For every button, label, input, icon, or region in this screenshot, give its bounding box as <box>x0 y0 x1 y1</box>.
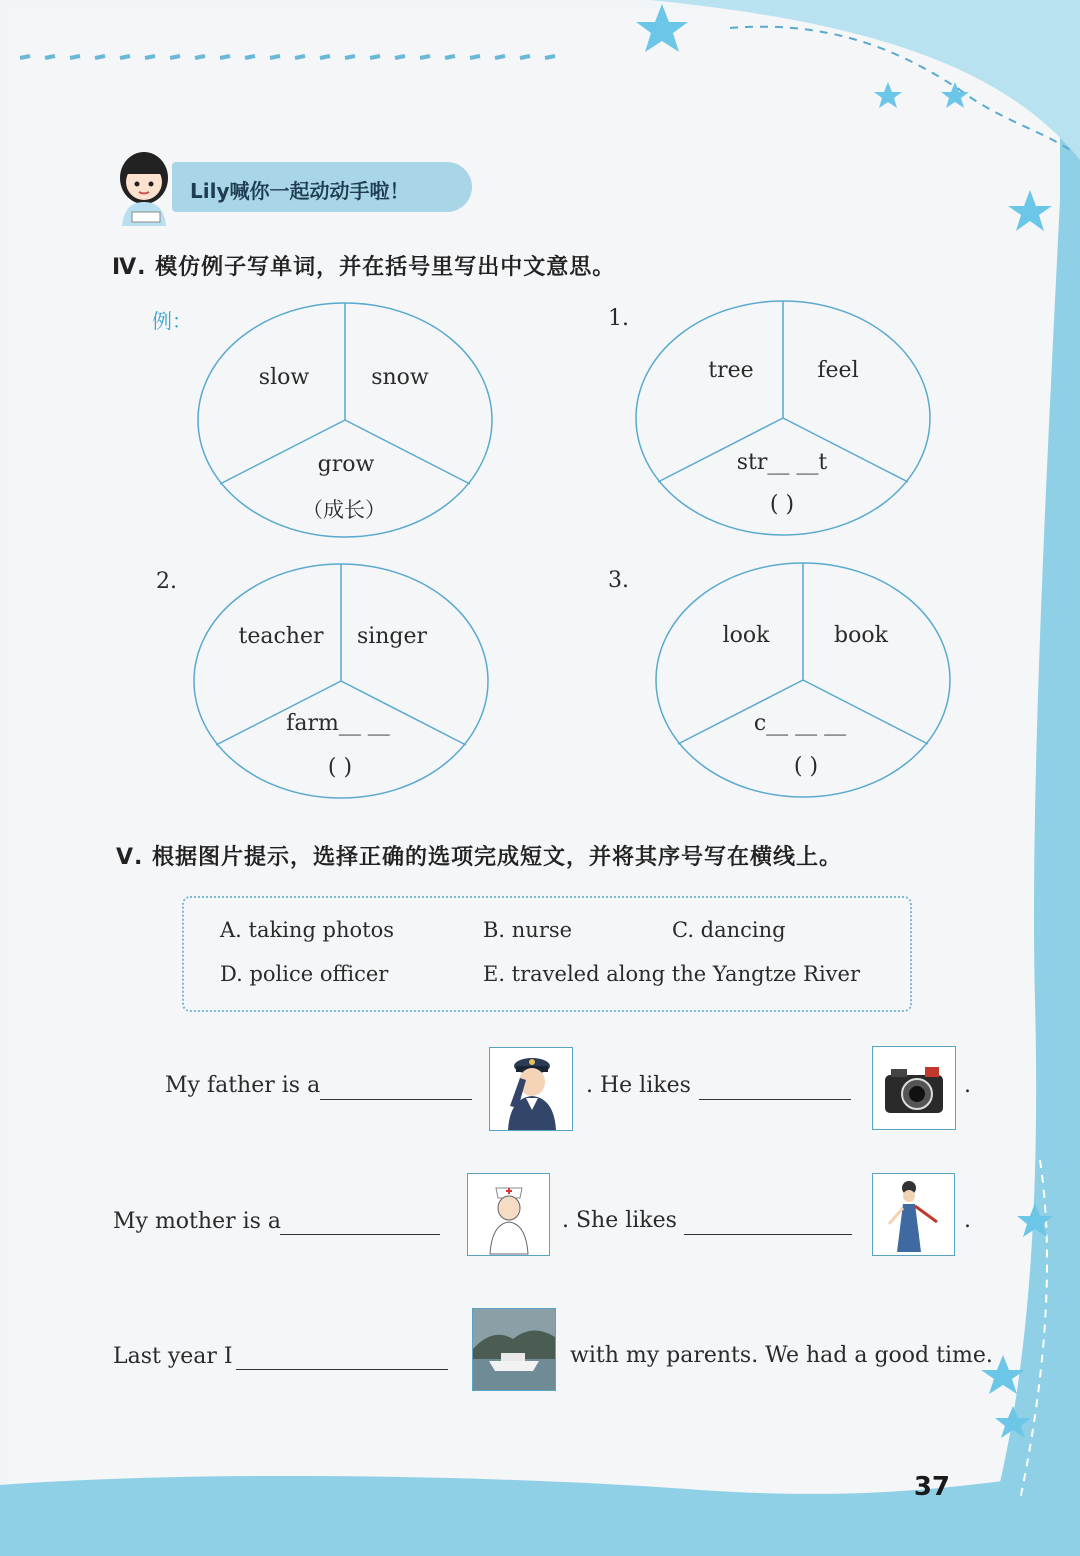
page-number: 37 <box>913 1472 950 1502</box>
answer-blank-2[interactable] <box>699 1099 851 1100</box>
option-b: B. nurse <box>483 918 573 942</box>
boat-on-river-picture <box>472 1308 556 1391</box>
item-1-number: 1. <box>608 306 629 331</box>
example-top-left: slow <box>258 365 310 390</box>
police-officer-icon <box>490 1048 572 1130</box>
example-label: 例： <box>152 309 192 333</box>
item-3-bottom-word[interactable]: c__ __ __ <box>753 711 847 736</box>
option-a: A. taking photos <box>220 918 395 942</box>
item-1-top-right: feel <box>817 358 859 383</box>
sentence-3-start: Last year I <box>113 1344 233 1369</box>
boat-on-river-icon <box>473 1309 555 1390</box>
nurse-picture <box>467 1173 550 1256</box>
item-2-number: 2. <box>156 569 177 594</box>
dancer-icon <box>873 1174 954 1255</box>
example-meaning: （成长） <box>302 498 386 522</box>
sentence-2-middle: . She likes <box>562 1208 677 1233</box>
item-3-top-left: look <box>722 623 770 648</box>
camera-picture <box>872 1046 956 1130</box>
dancer-picture <box>872 1173 955 1256</box>
item-1-top-left: tree <box>708 358 754 383</box>
sentence-1-start: My father is a <box>165 1073 321 1098</box>
option-d: D. police officer <box>220 962 389 986</box>
example-bottom-word: grow <box>317 452 375 477</box>
sentence-2-start: My mother is a <box>113 1209 282 1234</box>
options-box <box>182 896 912 1012</box>
sentence-1-middle: . He likes <box>586 1073 691 1098</box>
item-2-meaning[interactable]: ( ) <box>327 755 353 780</box>
sentence-3-end: with my parents. We had a good time. <box>570 1343 993 1368</box>
banner-text: Lily喊你一起动动手啦！ <box>190 179 410 203</box>
item-1-bottom-word[interactable]: str__ __t <box>736 450 828 475</box>
item-2-top-right: singer <box>356 624 428 649</box>
item-3-meaning[interactable]: ( ) <box>793 754 819 779</box>
camera-icon <box>873 1047 955 1129</box>
nurse-icon <box>468 1174 549 1255</box>
option-e: E. traveled along the Yangtze River <box>483 962 861 986</box>
item-3-top-right: book <box>834 623 888 648</box>
sentence-1-end: . <box>964 1073 971 1098</box>
item-3-number: 3. <box>608 568 629 593</box>
section4-title: Ⅳ. 模仿例子写单词，并在括号里写出中文意思。 <box>112 255 616 280</box>
example-top-right: snow <box>371 365 429 390</box>
police-officer-picture <box>489 1047 573 1131</box>
item-2-bottom-word[interactable]: farm__ __ <box>286 711 390 736</box>
answer-blank-1[interactable] <box>320 1099 472 1100</box>
answer-blank-5[interactable] <box>236 1369 448 1370</box>
option-c: C. dancing <box>672 918 786 942</box>
answer-blank-4[interactable] <box>684 1234 852 1235</box>
section5-title: Ⅴ. 根据图片提示，选择正确的选项完成短文，并将其序号写在横线上。 <box>116 845 843 870</box>
item-1-meaning[interactable]: ( ) <box>769 492 795 517</box>
sentence-2-end: . <box>964 1208 971 1233</box>
item-2-top-left: teacher <box>238 624 324 649</box>
answer-blank-3[interactable] <box>280 1234 440 1235</box>
